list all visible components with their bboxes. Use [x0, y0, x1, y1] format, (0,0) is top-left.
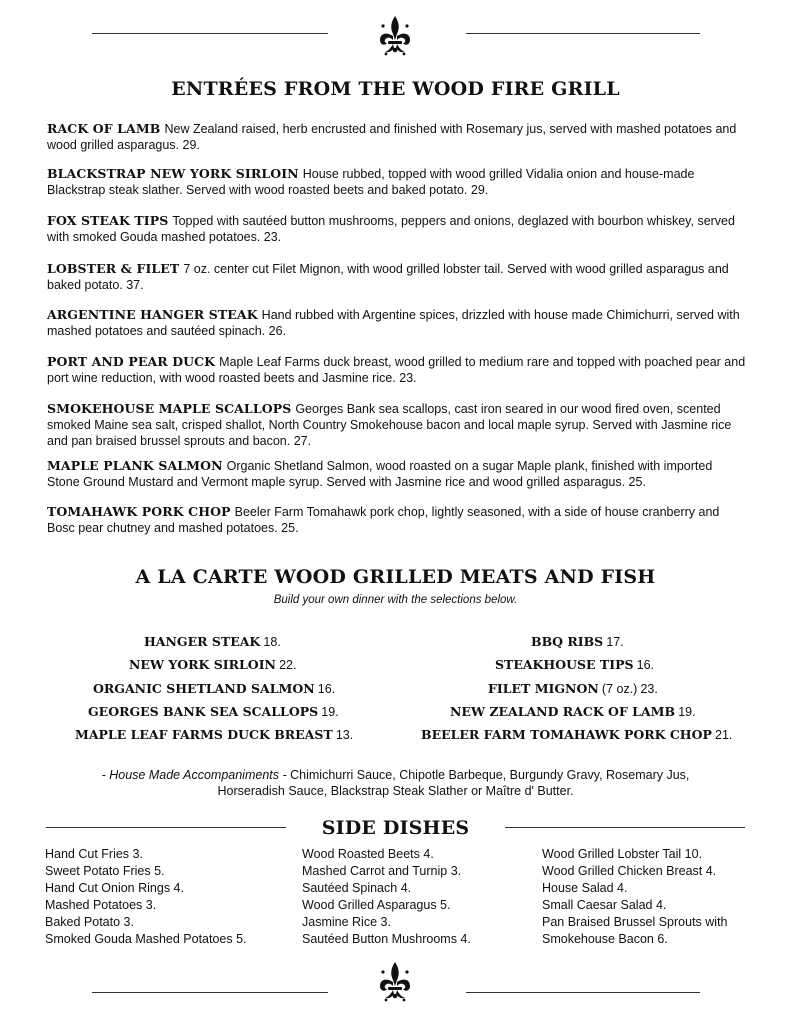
accompaniments-line2: Horseradish Sauce, Blackstrap Steak Slather or Maître d' Butter. [217, 784, 574, 798]
side-item: Hand Cut Onion Rings 4. [45, 881, 184, 895]
ala-item-rack-of-lamb [450, 704, 696, 720]
side-item: Baked Potato 3. [45, 915, 134, 929]
ala-item-price: 17. [606, 635, 624, 649]
menu-item-port-pear-duck [47, 354, 747, 386]
menu-item-smokehouse-scallops [47, 401, 747, 449]
side-item: Wood Grilled Asparagus 5. [302, 898, 451, 912]
ala-item-name: HANGER STEAK [144, 634, 261, 649]
ala-item-hanger-steak [144, 634, 281, 650]
item-name: LOBSTER & FILET [47, 261, 180, 276]
item-desc: Topped with sautéed button mushrooms, peppers and onions, deglazed with bourbon whiskey, served with smoked Gouda mashed potatoes. 23. [47, 214, 735, 244]
menu-item-fox-steak-tips [47, 213, 747, 245]
ala-item-name: ORGANIC SHETLAND SALMON [93, 681, 315, 696]
item-desc: Hand rubbed with Argentine spices, drizzled with house made Chimichurri, served with mashed potatoes and sautéed spinach. 26. [47, 308, 740, 338]
item-name: PORT AND PEAR DUCK [47, 354, 216, 369]
menu-item-tomahawk-pork-chop [47, 504, 747, 536]
ala-item-sea-scallops [88, 704, 339, 720]
ala-item-name: NEW ZEALAND RACK OF LAMB [450, 704, 676, 719]
ala-item-price: 18. [263, 635, 281, 649]
ala-item-price: 21. [715, 728, 733, 742]
ala-item-price: 13. [335, 728, 354, 742]
side-item: Sautéed Spinach 4. [302, 881, 412, 895]
divider-top-left [92, 33, 328, 34]
entrees-title: ENTRÉES FROM THE WOOD FIRE GRILL [171, 78, 620, 100]
side-item: Small Caesar Salad 4. [542, 898, 667, 912]
divider-top-right [466, 33, 700, 34]
ala-item-price: 19. [678, 705, 696, 719]
side-item: Mashed Carrot and Turnip 3. [302, 864, 462, 878]
item-name: FOX STEAK TIPS [47, 213, 169, 228]
side-item: Sweet Potato Fries 5. [45, 864, 165, 878]
side-dishes-title: SIDE DISHES [321, 817, 470, 839]
accompaniments [40, 767, 751, 799]
ala-item-name: MAPLE LEAF FARMS DUCK BREAST [75, 727, 333, 742]
side-item: Smoked Gouda Mashed Potatoes 5. [45, 932, 247, 946]
side-item: House Salad 4. [542, 881, 628, 895]
ala-item-price: 16. [317, 682, 336, 696]
accompaniments-lead: - House Made Accompaniments - [101, 768, 287, 782]
side-item: Hand Cut Fries 3. [45, 847, 143, 861]
side-item: Jasmine Rice 3. [302, 915, 391, 929]
item-desc: Organic Shetland Salmon, wood roasted on a sugar Maple plank, finished with imported Stone Ground Mustard and Vermont maple syrup. Served with Jasmine rice and wood grilled asparagus. 25. [47, 459, 713, 489]
side-item: Mashed Potatoes 3. [45, 898, 157, 912]
menu-item-argentine-hanger-steak [47, 307, 747, 339]
item-name: ARGENTINE HANGER STEAK [47, 307, 258, 322]
item-name: TOMAHAWK PORK CHOP [47, 504, 231, 519]
ala-item-price: 23. [640, 682, 658, 696]
divider-bottom-right [466, 992, 700, 993]
divider-bottom-left [92, 992, 328, 993]
item-name: MAPLE PLANK SALMON [47, 458, 223, 473]
a-la-carte-title: A LA CARTE WOOD GRILLED MEATS AND FISH [135, 566, 656, 588]
ala-item-bbq-ribs [531, 634, 624, 650]
ala-item-ny-sirloin [129, 657, 297, 673]
side-item: Smokehouse Bacon 6. [542, 932, 668, 946]
ala-item-price: 22. [279, 658, 297, 672]
ala-item-name: BBQ RIBS [531, 634, 604, 649]
side-item: Wood Grilled Lobster Tail 10. [542, 847, 703, 861]
sides-column-3 [542, 846, 728, 948]
item-desc: Georges Bank sea scallops, cast iron seared in our wood fired oven, scented smoked Maine sea salt, crisped shallot, North Country Smokehouse bacon and local maple syrup. Served with Jasmine rice and pan braised brussel sprouts and bacon. 27. [47, 402, 732, 448]
menu-item-rack-of-lamb [47, 121, 747, 153]
accompaniments-line1: Chimichurri Sauce, Chipotle Barbeque, Burgundy Gravy, Rosemary Jus, [290, 768, 690, 782]
ala-item-tomahawk-pork-chop [421, 727, 732, 743]
item-desc: 7 oz. center cut Filet Mignon, with wood grilled lobster tail. Served with wood grilled asparagus and baked potato. 37. [47, 262, 729, 292]
menu-item-blackstrap-sirloin [47, 166, 747, 198]
ala-item-note: (7 oz.) [601, 682, 638, 696]
ala-item-price: 19. [321, 705, 339, 719]
ala-item-name: BEELER FARM TOMAHAWK PORK CHOP [421, 727, 712, 742]
sides-column-2 [302, 846, 471, 948]
ala-item-filet-mignon [488, 681, 658, 697]
side-item: Pan Braised Brussel Sprouts with [542, 915, 728, 929]
item-desc: House rubbed, topped with wood grilled Vidalia onion and house-made Blackstrap steak slather. Served with wood roasted beets and baked potato. 29. [47, 167, 695, 197]
item-name: RACK OF LAMB [47, 121, 161, 136]
ala-item-name: FILET MIGNON [488, 681, 599, 696]
sides-column-1 [45, 846, 247, 948]
item-desc: Beeler Farm Tomahawk pork chop, lightly seasoned, with a side of house cranberry and Bosc pear chutney and mashed potatoes. 25. [47, 505, 720, 535]
menu-item-maple-plank-salmon [47, 458, 747, 490]
item-name: BLACKSTRAP NEW YORK SIRLOIN [47, 166, 299, 181]
ala-item-steakhouse-tips [495, 657, 654, 673]
fleur-de-lis-icon [377, 14, 413, 60]
ala-item-name: GEORGES BANK SEA SCALLOPS [88, 704, 319, 719]
ala-item-duck-breast [75, 727, 353, 743]
a-la-carte-subtitle: Build your own dinner with the selections below. [273, 594, 518, 606]
side-item: Wood Roasted Beets 4. [302, 847, 434, 861]
ala-item-name: STEAKHOUSE TIPS [495, 657, 634, 672]
ala-item-shetland-salmon [93, 681, 335, 697]
side-item: Wood Grilled Chicken Breast 4. [542, 864, 717, 878]
item-name: SMOKEHOUSE MAPLE SCALLOPS [47, 401, 292, 416]
item-desc: New Zealand raised, herb encrusted and finished with Rosemary jus, served with mashed potatoes and wood grilled asparagus. 29. [47, 122, 737, 152]
ala-item-price: 16. [636, 658, 655, 672]
menu-item-lobster-filet [47, 261, 747, 293]
ala-item-name: NEW YORK SIRLOIN [129, 657, 276, 672]
side-item: Sautéed Button Mushrooms 4. [302, 932, 471, 946]
fleur-de-lis-icon [377, 960, 413, 1006]
item-desc: Maple Leaf Farms duck breast, wood grilled to medium rare and topped with poached pear and port wine reduction, with wood roasted beets and Jasmine rice. 23. [47, 355, 746, 385]
